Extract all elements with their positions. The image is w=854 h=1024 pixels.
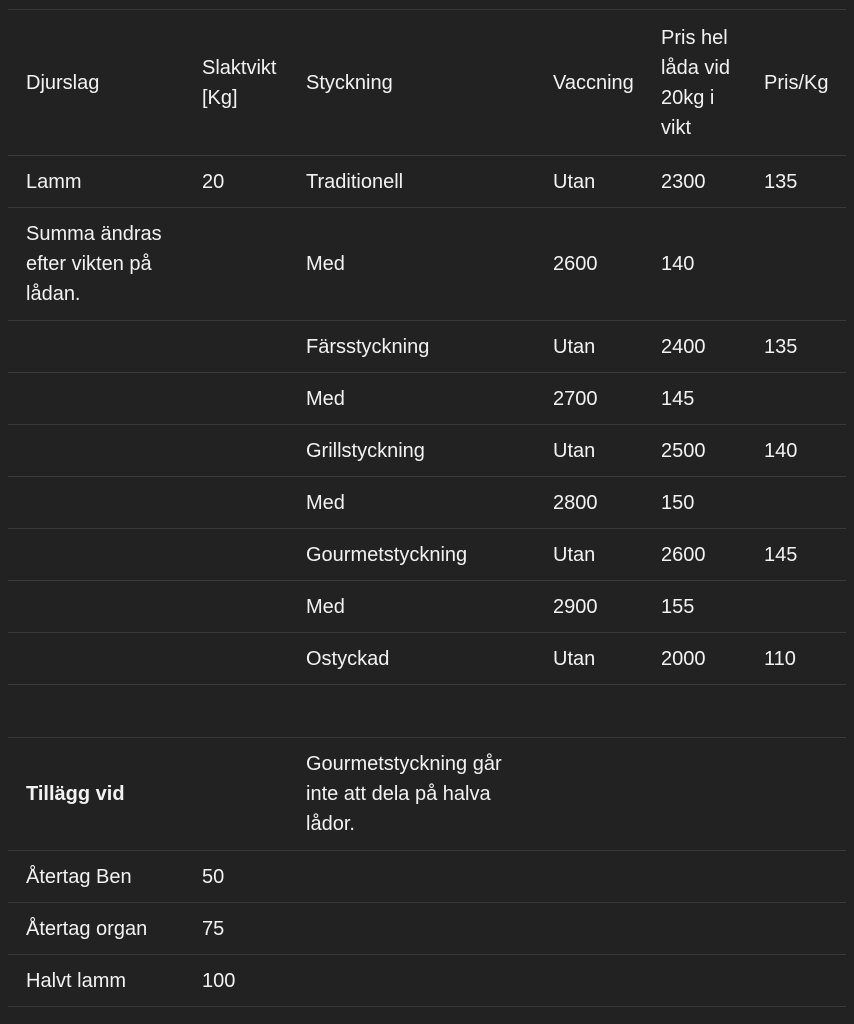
table-cell: 50 [202,865,225,888]
table-cell: 2600 [553,253,598,275]
table-cell: 150 [661,491,695,514]
table-cell: Lamm [26,170,82,193]
table-cell: Summa ändras efter vikten på lådan. [26,223,162,305]
table-cell: Med [306,387,345,410]
table-cell: Med [306,253,345,275]
table-cell: Grillstyckning [306,439,425,462]
table-cell: Utan [553,647,596,670]
table-cell: 110 [764,647,796,670]
table-cell: Gourmetstyckning [306,543,468,566]
header-cell: Vaccning [553,71,634,94]
header-cell: Pris/Kg [764,71,829,94]
table-row-empty [8,685,846,738]
table-row [8,156,846,208]
table-note: Gourmetstyckning går inte att dela på halva lådor. [306,753,502,835]
table-cell: 100 [202,969,236,992]
table-cell: 2300 [661,170,706,193]
table-cell: Utan [553,439,596,462]
table-header-row [8,10,846,156]
table-row [8,208,846,321]
header-cell: Djurslag [26,71,100,94]
table-cell: Utan [553,335,596,358]
table-cell: 145 [661,387,695,410]
table-cell: 2600 [661,543,706,566]
table-row [8,955,846,1007]
table-cell: 140 [661,253,695,275]
section-label: Tillägg vid [26,783,125,805]
table-cell: Traditionell [306,170,404,193]
table-row [8,581,846,633]
table-cell: Färsstyckning [306,335,430,358]
header-cell: Pris hel låda vid 20kg i vikt [661,26,730,139]
header-cell: Slaktvikt [Kg] [202,56,277,109]
table-cell: Ostyckad [306,647,390,670]
table-cell: 75 [202,917,225,940]
table-cell: Återtag Ben [26,865,132,888]
table-cell: Halvt lamm [26,969,127,992]
table-row [8,425,846,477]
table-row [8,851,846,903]
table-cell: 2000 [661,647,706,670]
table-cell: Återtag organ [26,917,148,940]
table-cell: Utan [553,543,596,566]
table-cell: 145 [764,543,798,566]
table-cell: 2500 [661,439,706,462]
table-cell: Med [306,491,345,514]
table-cell: 135 [764,335,798,358]
table-row [8,477,846,529]
table-cell: 20 [202,170,225,193]
table-row [8,903,846,955]
price-table [8,9,846,1007]
table-row [8,373,846,425]
table-row [8,738,846,851]
table-cell: 2900 [553,595,598,618]
table-cell: 140 [764,439,798,462]
header-cell: Styckning [306,71,393,94]
table-cell: 2400 [661,335,706,358]
table-row [8,633,846,685]
table-cell: 155 [661,595,695,618]
table-cell: Utan [553,170,596,193]
table-cell: 135 [764,170,798,193]
table-cell: 2800 [553,491,598,514]
table-cell: 2700 [553,387,598,410]
table-cell: Med [306,595,345,618]
table-row [8,321,846,373]
table-row [8,529,846,581]
